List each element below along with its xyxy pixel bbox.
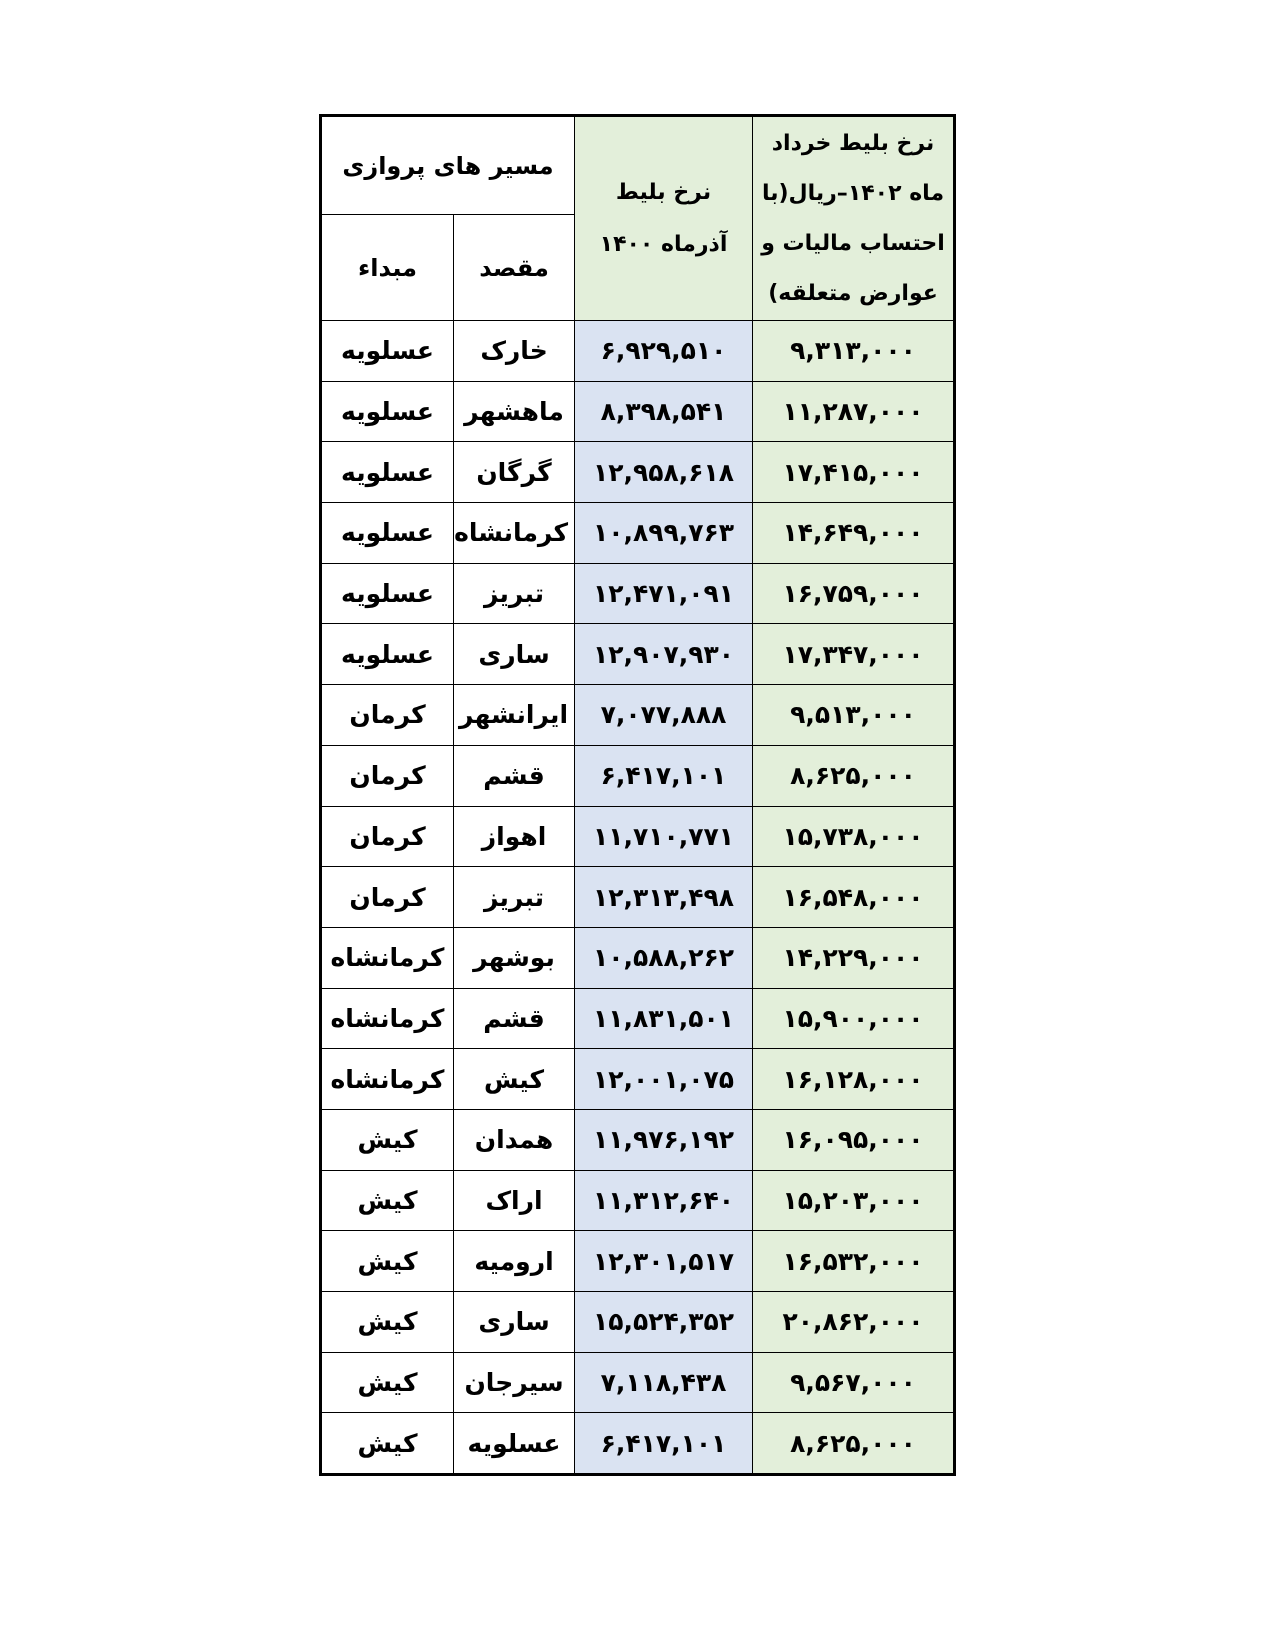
new-fare-cell: ۱۶,۵۴۸,۰۰۰ [753,867,955,928]
new-fare-cell: ۱۶,۱۲۸,۰۰۰ [753,1049,955,1110]
origin-cell: کرمان [321,745,454,806]
table-row [321,806,955,867]
new-fare-cell: ۱۷,۳۴۷,۰۰۰ [753,624,955,685]
new-fare-cell: ۱۶,۷۵۹,۰۰۰ [753,563,955,624]
table-row [321,503,955,564]
table-row [321,1352,955,1413]
old-fare-cell: ۱۱,۸۳۱,۵۰۱ [575,988,753,1049]
destination-cell: سیرجان [454,1352,575,1413]
old-fare-cell: ۱۵,۵۲۴,۳۵۲ [575,1292,753,1353]
new-fare-cell: ۱۴,۶۴۹,۰۰۰ [753,503,955,564]
old-fare-cell: ۱۱,۷۱۰,۷۷۱ [575,806,753,867]
origin-cell: عسلویه [321,503,454,564]
destination-cell: بوشهر [454,927,575,988]
new-fare-cell: ۸,۶۲۵,۰۰۰ [753,1413,955,1475]
new-fare-cell: ۱۶,۰۹۵,۰۰۰ [753,1109,955,1170]
new-fare-cell: ۱۶,۵۳۲,۰۰۰ [753,1231,955,1292]
new-fare-cell: ۱۷,۴۱۵,۰۰۰ [753,442,955,503]
origin-cell: عسلویه [321,381,454,442]
origin-cell: کیش [321,1292,454,1353]
old-fare-cell: ۶,۴۱۷,۱۰۱ [575,745,753,806]
old-fare-cell: ۱۲,۴۷۱,۰۹۱ [575,563,753,624]
new-fare-cell: ۱۵,۲۰۳,۰۰۰ [753,1170,955,1231]
new-fare-cell: ۱۱,۲۸۷,۰۰۰ [753,381,955,442]
old-fare-cell: ۱۰,۵۸۸,۲۶۲ [575,927,753,988]
table-row [321,745,955,806]
origin-cell: کرمان [321,685,454,746]
destination-header: مقصد [454,215,575,321]
destination-cell: اهواز [454,806,575,867]
old-fare-cell: ۱۰,۸۹۹,۷۶۳ [575,503,753,564]
table-row [321,1049,955,1110]
new-fare-cell: ۹,۵۶۷,۰۰۰ [753,1352,955,1413]
table-row [321,685,955,746]
routes-header: مسیر های پروازی [321,116,575,215]
old-fare-cell: ۱۲,۳۰۱,۵۱۷ [575,1231,753,1292]
new-fare-cell: ۹,۵۱۳,۰۰۰ [753,685,955,746]
origin-cell: عسلویه [321,321,454,382]
origin-cell: کرمانشاه [321,927,454,988]
old-fare-cell: ۷,۱۱۸,۴۳۸ [575,1352,753,1413]
new-fare-cell: ۸,۶۲۵,۰۰۰ [753,745,955,806]
new-fare-header: نرخ بلیط خرداد ماه ۱۴۰۲–ریال(با احتساب مالیات و عوارض متعلقه) [753,116,955,321]
table-row [321,1231,955,1292]
old-fare-cell: ۷,۰۷۷,۸۸۸ [575,685,753,746]
table-row [321,1109,955,1170]
destination-cell: ساری [454,624,575,685]
table-row [321,321,955,382]
destination-cell: تبریز [454,867,575,928]
fare-table [319,114,956,1476]
new-fare-cell: ۱۴,۲۲۹,۰۰۰ [753,927,955,988]
old-fare-header: نرخ بلیط آذرماه ۱۴۰۰ [575,116,753,321]
origin-cell: کیش [321,1170,454,1231]
origin-cell: کیش [321,1109,454,1170]
origin-cell: عسلویه [321,442,454,503]
new-fare-cell: ۹,۳۱۳,۰۰۰ [753,321,955,382]
new-fare-cell: ۱۵,۷۳۸,۰۰۰ [753,806,955,867]
old-fare-cell: ۱۲,۹۰۷,۹۳۰ [575,624,753,685]
destination-cell: ساری [454,1292,575,1353]
old-fare-cell: ۶,۹۲۹,۵۱۰ [575,321,753,382]
old-fare-cell: ۶,۴۱۷,۱۰۱ [575,1413,753,1475]
destination-cell: کیش [454,1049,575,1110]
destination-cell: گرگان [454,442,575,503]
table-row [321,1170,955,1231]
table-row [321,1413,955,1475]
old-fare-cell: ۱۲,۳۱۳,۴۹۸ [575,867,753,928]
destination-cell: تبریز [454,563,575,624]
origin-cell: کرمانشاه [321,988,454,1049]
origin-header: مبداء [321,215,454,321]
header-row-top [321,116,955,215]
origin-cell: کرمان [321,867,454,928]
table-row [321,927,955,988]
origin-cell: کرمان [321,806,454,867]
destination-cell: کرمانشاه [454,503,575,564]
old-fare-cell: ۸,۳۹۸,۵۴۱ [575,381,753,442]
new-fare-cell: ۱۵,۹۰۰,۰۰۰ [753,988,955,1049]
origin-cell: عسلویه [321,624,454,685]
table-row [321,867,955,928]
new-fare-cell: ۲۰,۸۶۲,۰۰۰ [753,1292,955,1353]
old-fare-cell: ۱۱,۹۷۶,۱۹۲ [575,1109,753,1170]
table-row [321,442,955,503]
table-row [321,563,955,624]
destination-cell: ارومیه [454,1231,575,1292]
destination-cell: قشم [454,988,575,1049]
destination-cell: عسلویه [454,1413,575,1475]
origin-cell: کیش [321,1231,454,1292]
old-fare-cell: ۱۱,۳۱۲,۶۴۰ [575,1170,753,1231]
destination-cell: ماهشهر [454,381,575,442]
table-row [321,624,955,685]
destination-cell: اراک [454,1170,575,1231]
destination-cell: قشم [454,745,575,806]
table-row [321,988,955,1049]
destination-cell: ایرانشهر [454,685,575,746]
destination-cell: خارک [454,321,575,382]
origin-cell: کیش [321,1352,454,1413]
table-row [321,1292,955,1353]
table-row [321,381,955,442]
old-fare-cell: ۱۲,۹۵۸,۶۱۸ [575,442,753,503]
origin-cell: کرمانشاه [321,1049,454,1110]
old-fare-cell: ۱۲,۰۰۱,۰۷۵ [575,1049,753,1110]
origin-cell: کیش [321,1413,454,1475]
destination-cell: همدان [454,1109,575,1170]
origin-cell: عسلویه [321,563,454,624]
